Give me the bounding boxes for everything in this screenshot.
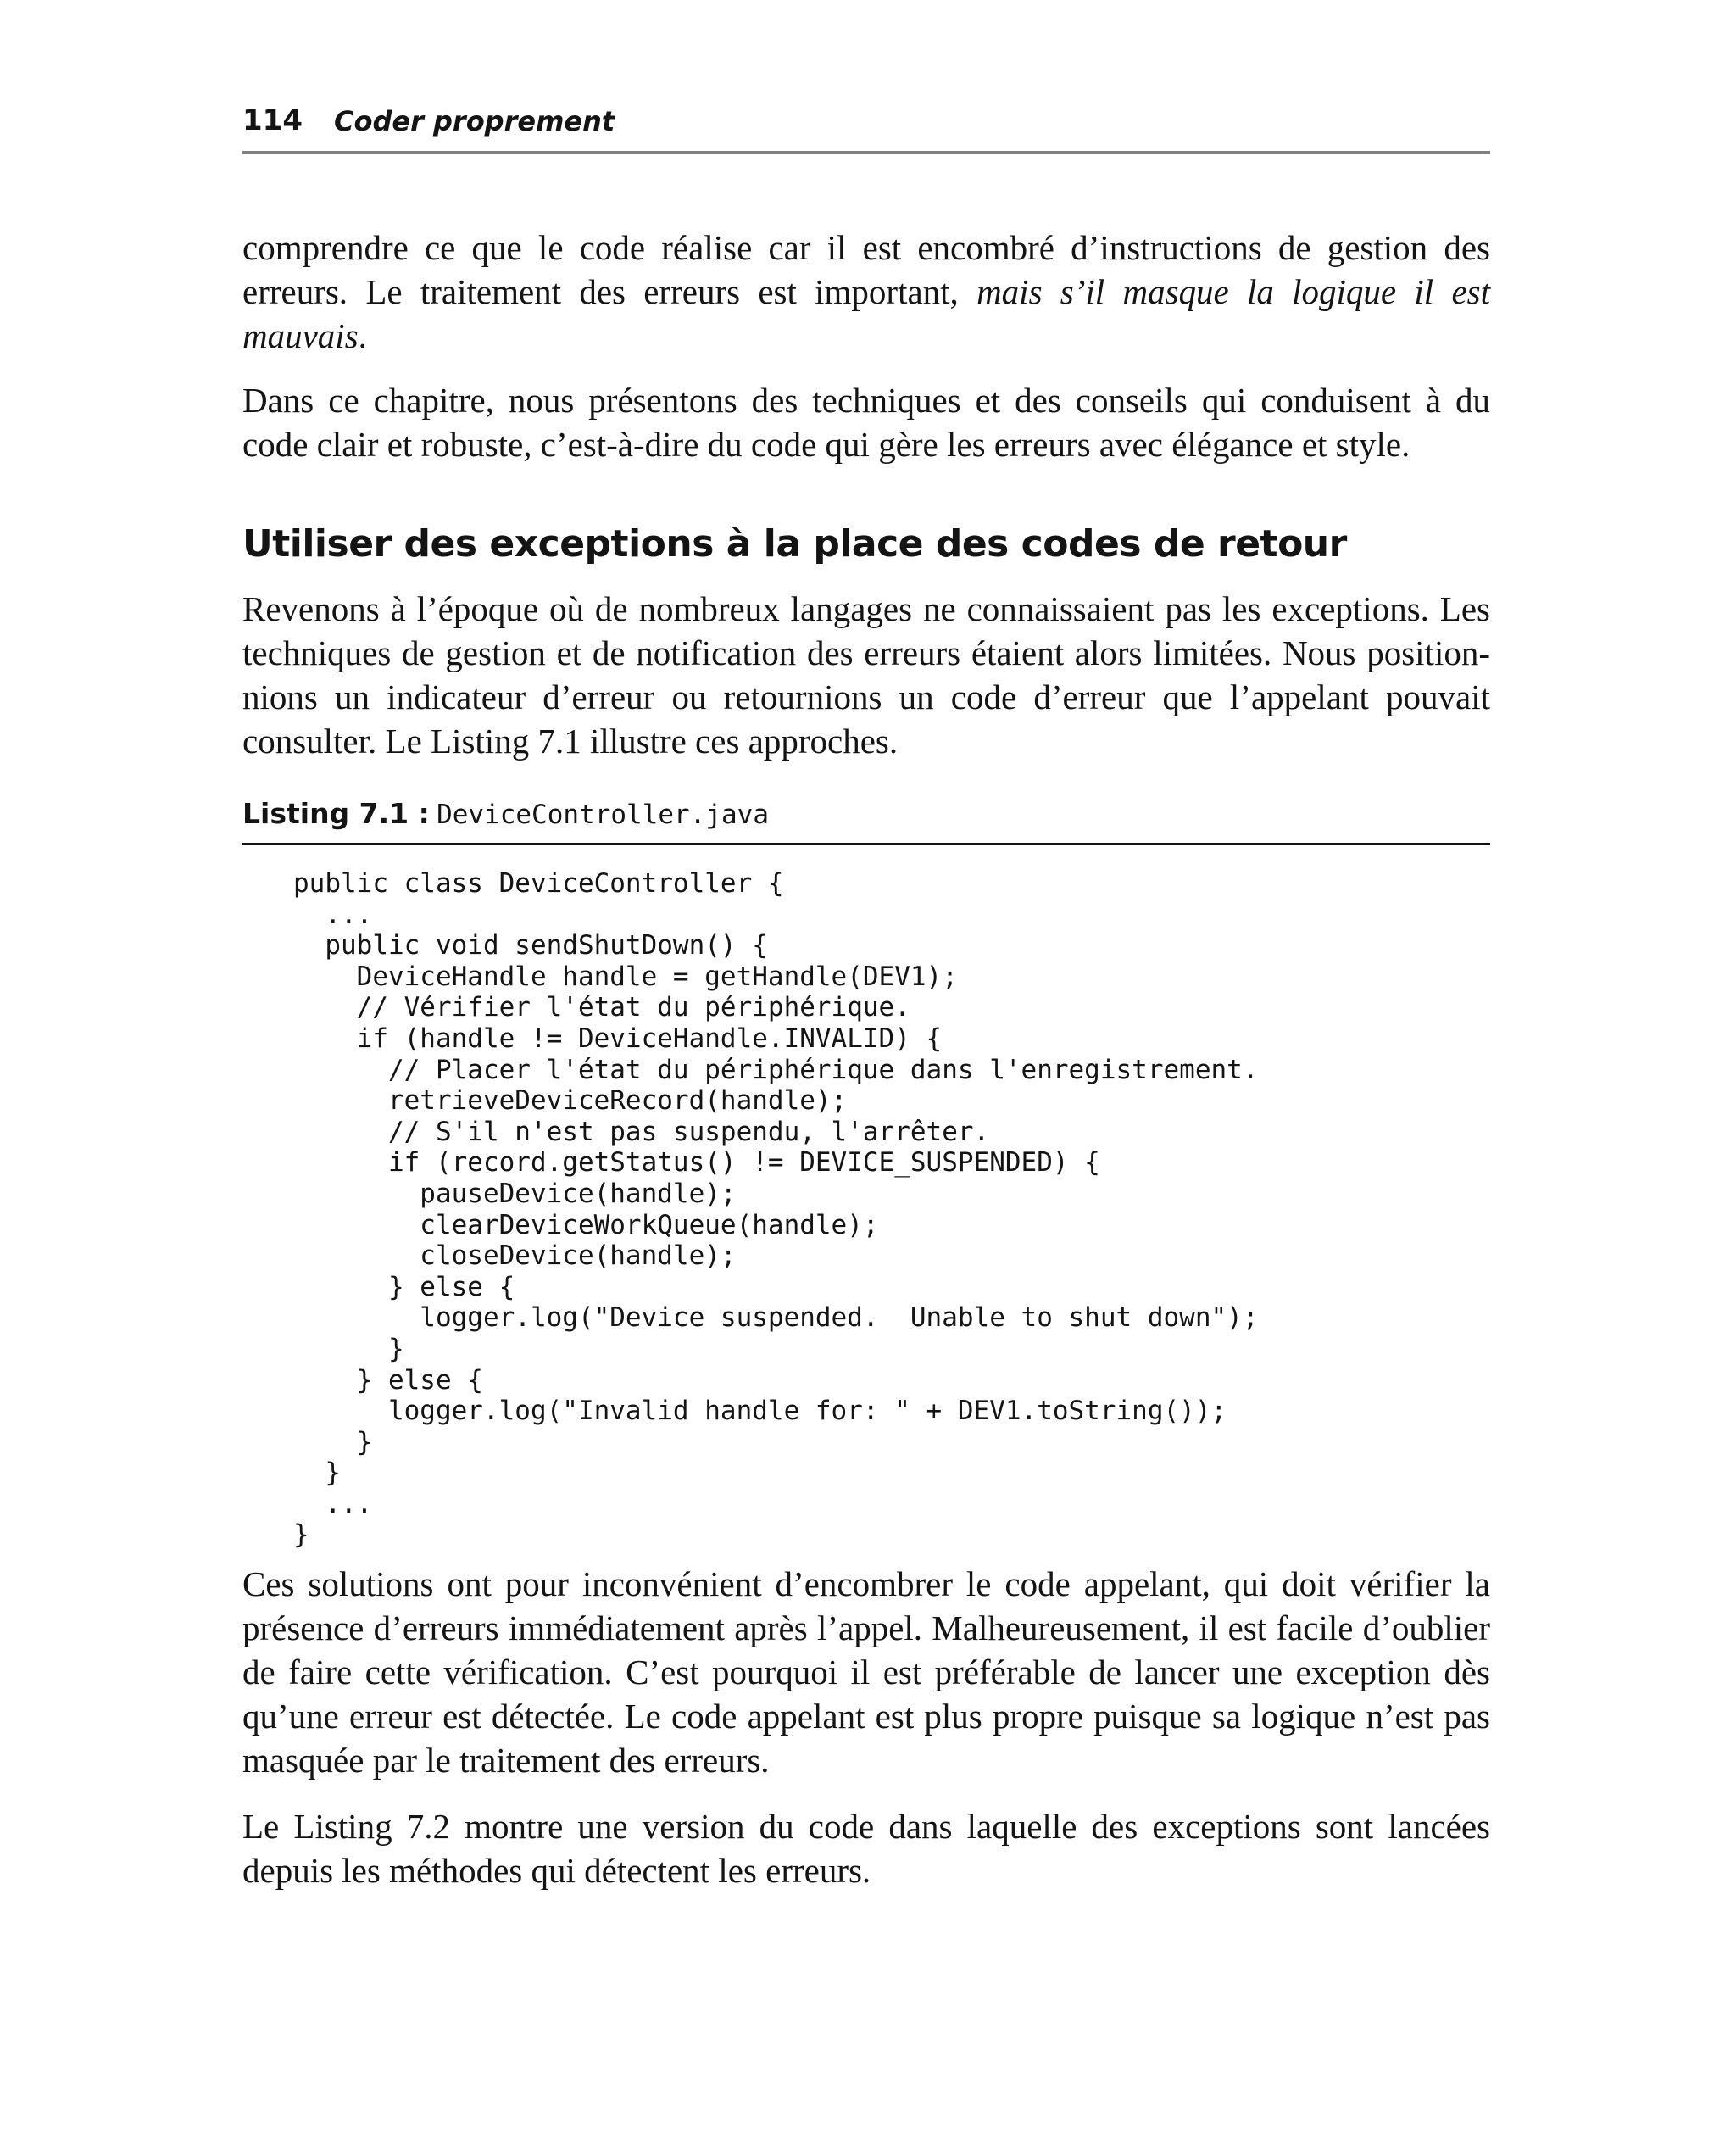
running-header [242, 100, 1490, 154]
listing-filename: DeviceController.java [437, 800, 770, 830]
listing-label: Listing 7.1 : [242, 797, 430, 830]
paragraph-text-end: . [358, 316, 367, 355]
paragraph-chapter-overview: Dans ce chapitre, nous présentons des techniques et des conseils qui conduisent à du code clair et robuste, c’est-à-dire du code qui gère les erreurs avec élégance et style. [242, 381, 1490, 464]
section-heading: Utiliser des exceptions à la place des codes de retour [242, 522, 1347, 566]
paragraph-listing-7-2: Le Listing 7.2 montre une version du code dans laquelle des exceptions sont lancées depuis les méthodes qui détectent les erreurs. [242, 1807, 1490, 1890]
listing-caption [242, 795, 769, 833]
paragraph-drawbacks: Ces solutions ont pour inconvénient d’encombrer le code appelant, qui doit vérifier la présence d’erreurs immédiatement après l’appel. Malheureusement, il est facile d’oublier de faire cette vérification. C’est pourquoi il est préférable de lancer une exception dès qu’une erreur est détectée. Le code appelant est plus propre puisque sa logique n’est pas masquée par le traitement des erreurs. [242, 1564, 1490, 1780]
listing-divider [242, 843, 1490, 845]
page-number: 114 [242, 103, 303, 137]
book-title: Coder proprement [334, 105, 615, 137]
emphasis-text: mais s’il masque la logique il est mauvais [242, 272, 1491, 355]
paragraph-return-codes: Revenons à l’époque où de nombreux langages ne connaissaient pas les exceptions. Les techniques de gestion et de notification des erreurs étaient alors limitées. Nous positionnions un indicateur d’erreur ou retournions un code d’erreur que l’appelant pouvait consulter. Le Listing 7.1 illustre ces approches. [242, 589, 1490, 761]
paragraph-error-handling-intro [242, 226, 1490, 358]
code-listing: public class DeviceController { ... public void sendShutDown() { DeviceHandle handle = getHandle(DEV1); // Vérifier l'état du périphérique. if (handle != DeviceHandle.INVALID) { // Placer l'état du périphérique dans l'enregistrement. retrieveDeviceRecord(handle); // S'il n'est pas suspendu, l'arrêter. if (record.getStatus() != DEVICE_SUSPENDED) { pauseDevice(handle); clearDeviceWorkQueue(handle); closeDevice(handle); } else { logger.log("Device suspended. Unable to shut down"); } } else { logger.log("Invalid handle for: " + DEV1.toString()); } } ... } [293, 868, 1259, 1551]
paragraph-text: comprendre ce que le code réalise car il est encombré d’instructions de gestion des erreurs. Le traitement des erreurs est important, [242, 228, 1490, 311]
